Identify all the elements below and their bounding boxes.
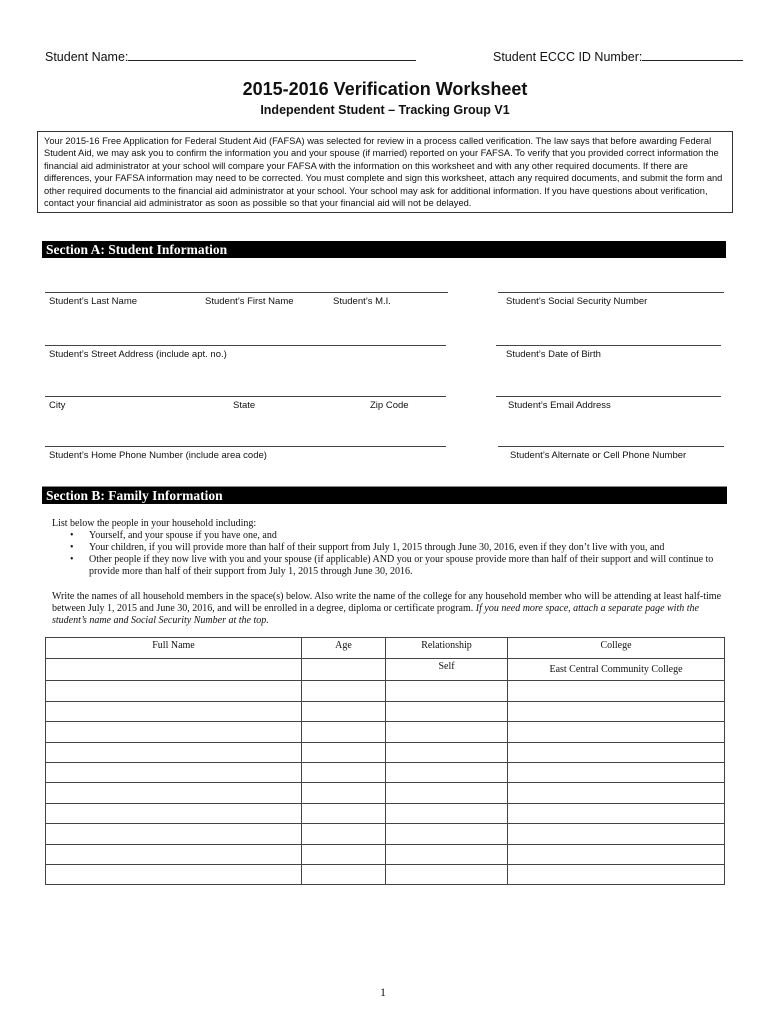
state-label: State xyxy=(233,400,256,411)
first-name-label: Student’s First Name xyxy=(205,296,294,307)
full-name-cell[interactable] xyxy=(46,659,302,681)
household-instructions xyxy=(52,591,728,627)
college-cell[interactable] xyxy=(508,844,725,864)
instructions-text: Write the names of all household members in the space(s) below. Also write the name of the college for any household member who will be attending at least half-time between July 1, 2015 and June 30, 2016, and will be enrolled in a degree, diploma or certificate program. xyxy=(52,591,722,614)
dob-line[interactable] xyxy=(496,345,721,346)
dob-label: Student’s Date of Birth xyxy=(506,349,601,360)
page-number: 1 xyxy=(380,985,386,999)
student-name-line[interactable] xyxy=(128,47,416,61)
home-phone-line[interactable] xyxy=(45,446,446,447)
name-line[interactable] xyxy=(45,292,448,293)
list-item: • Yourself, and your spouse if you have one, and xyxy=(70,530,277,541)
household-criteria-list xyxy=(52,530,732,578)
relationship-cell[interactable]: Self xyxy=(386,659,508,681)
zip-label: Zip Code xyxy=(370,400,409,411)
relationship-cell[interactable] xyxy=(386,783,508,803)
age-cell[interactable] xyxy=(302,803,386,823)
table-row xyxy=(46,722,725,742)
college-cell[interactable] xyxy=(508,783,725,803)
relationship-cell[interactable] xyxy=(386,762,508,782)
college-cell[interactable] xyxy=(508,701,725,721)
age-cell[interactable] xyxy=(302,659,386,681)
full-name-cell[interactable] xyxy=(46,742,302,762)
email-line[interactable] xyxy=(496,396,721,397)
street-label: Student’s Street Address (include apt. no.) xyxy=(49,349,227,360)
full-name-cell[interactable] xyxy=(46,864,302,884)
table-row xyxy=(46,681,725,701)
age-header: Age xyxy=(302,638,386,659)
bullet-icon: • xyxy=(70,542,74,553)
age-cell[interactable] xyxy=(302,824,386,844)
table-row xyxy=(46,701,725,721)
instructions-italic: If you need more space, attach a separate page with the student’s name and Social Security Number at the top. xyxy=(52,603,699,626)
college-cell[interactable] xyxy=(508,722,725,742)
page-title: 2015-2016 Verification Worksheet xyxy=(242,79,528,99)
street-line[interactable] xyxy=(45,345,446,346)
section-b-header: Section B: Family Information xyxy=(42,486,727,504)
email-label: Student’s Email Address xyxy=(508,400,611,411)
household-intro-text: List below the people in your household including: xyxy=(52,518,257,529)
college-cell[interactable] xyxy=(508,824,725,844)
table-row xyxy=(46,824,725,844)
college-cell[interactable] xyxy=(508,681,725,701)
table-row xyxy=(46,803,725,823)
relationship-cell[interactable] xyxy=(386,803,508,823)
college-cell[interactable] xyxy=(508,742,725,762)
verification-notice: Your 2015-16 Free Application for Federal Student Aid (FAFSA) was selected for review in a process called verification. The law says that before awarding Federal Student Aid, we may ask you to confirm the information you and your spouse (if married) reported on your FAFSA. To verify that you provided correct information the financial aid administrator at your school will compare your FAFSA with the information on this worksheet and with any other required documents. If there are differences, your FAFSA information may need to be corrected. You must complete and sign this worksheet, attach any required documents, and submit the form and other required documents to the financial aid administrator at your school. Your school may ask for additional information. If you have questions about verification, contact your financial aid administrator as soon as possible so that your financial aid will not be delayed. xyxy=(37,131,733,213)
ssn-line[interactable] xyxy=(498,292,724,293)
age-cell[interactable] xyxy=(302,681,386,701)
age-cell[interactable] xyxy=(302,783,386,803)
college-cell[interactable] xyxy=(508,803,725,823)
relationship-cell[interactable] xyxy=(386,701,508,721)
household-table xyxy=(45,637,725,885)
eccc-id-label: Student ECCC ID Number: xyxy=(493,50,643,64)
table-row xyxy=(46,742,725,762)
relationship-cell[interactable] xyxy=(386,681,508,701)
full-name-cell[interactable] xyxy=(46,722,302,742)
bullet-icon: • xyxy=(70,530,74,541)
table-header-row xyxy=(46,638,725,659)
alt-phone-line[interactable] xyxy=(498,446,724,447)
age-cell[interactable] xyxy=(302,844,386,864)
section-a-header: Section A: Student Information xyxy=(42,241,726,258)
age-cell[interactable] xyxy=(302,722,386,742)
college-cell[interactable]: East Central Community College xyxy=(508,659,725,681)
page-subtitle: Independent Student – Tracking Group V1 xyxy=(260,103,510,117)
student-name-label: Student Name: xyxy=(45,50,129,64)
age-cell[interactable] xyxy=(302,742,386,762)
relationship-cell[interactable] xyxy=(386,722,508,742)
college-cell[interactable] xyxy=(508,864,725,884)
city-label: City xyxy=(49,400,66,411)
full-name-header: Full Name xyxy=(46,638,302,659)
full-name-cell[interactable] xyxy=(46,824,302,844)
relationship-cell[interactable] xyxy=(386,742,508,762)
age-cell[interactable] xyxy=(302,701,386,721)
relationship-header: Relationship xyxy=(386,638,508,659)
eccc-id-line[interactable] xyxy=(642,47,743,61)
relationship-cell[interactable] xyxy=(386,844,508,864)
list-item: • Your children, if you will provide more than half of their support from July 1, 2015 through June 30, 2016, even if they don’t live with you, and xyxy=(70,542,665,553)
full-name-cell[interactable] xyxy=(46,803,302,823)
relationship-cell[interactable] xyxy=(386,824,508,844)
relationship-cell[interactable] xyxy=(386,864,508,884)
college-header: College xyxy=(508,638,725,659)
ssn-label: Student’s Social Security Number xyxy=(506,296,648,307)
college-cell[interactable] xyxy=(508,762,725,782)
age-cell[interactable] xyxy=(302,864,386,884)
bullet-icon: • xyxy=(70,554,74,565)
alt-phone-label: Student’s Alternate or Cell Phone Number xyxy=(510,450,687,461)
household-intro xyxy=(52,518,732,578)
table-row xyxy=(46,659,725,681)
age-cell[interactable] xyxy=(302,762,386,782)
full-name-cell[interactable] xyxy=(46,701,302,721)
table-row xyxy=(46,762,725,782)
table-row xyxy=(46,844,725,864)
table-row xyxy=(46,783,725,803)
mi-label: Student’s M.I. xyxy=(333,296,391,307)
list-item: • Other people if they now live with you and your spouse (if applicable) AND you or your spouse provide more than half of their support and will continue to provide more than half of their support from July 1, 2015 through June 30, 2016. xyxy=(70,554,714,577)
eccc-id-field xyxy=(493,47,743,64)
full-name-cell[interactable] xyxy=(46,681,302,701)
full-name-cell[interactable] xyxy=(46,783,302,803)
home-phone-label: Student’s Home Phone Number (include area code) xyxy=(49,450,267,461)
full-name-cell[interactable] xyxy=(46,844,302,864)
table-row xyxy=(46,864,725,884)
last-name-label: Student’s Last Name xyxy=(49,296,138,307)
city-state-zip-line[interactable] xyxy=(45,396,446,397)
student-name-field xyxy=(45,47,416,64)
full-name-cell[interactable] xyxy=(46,762,302,782)
